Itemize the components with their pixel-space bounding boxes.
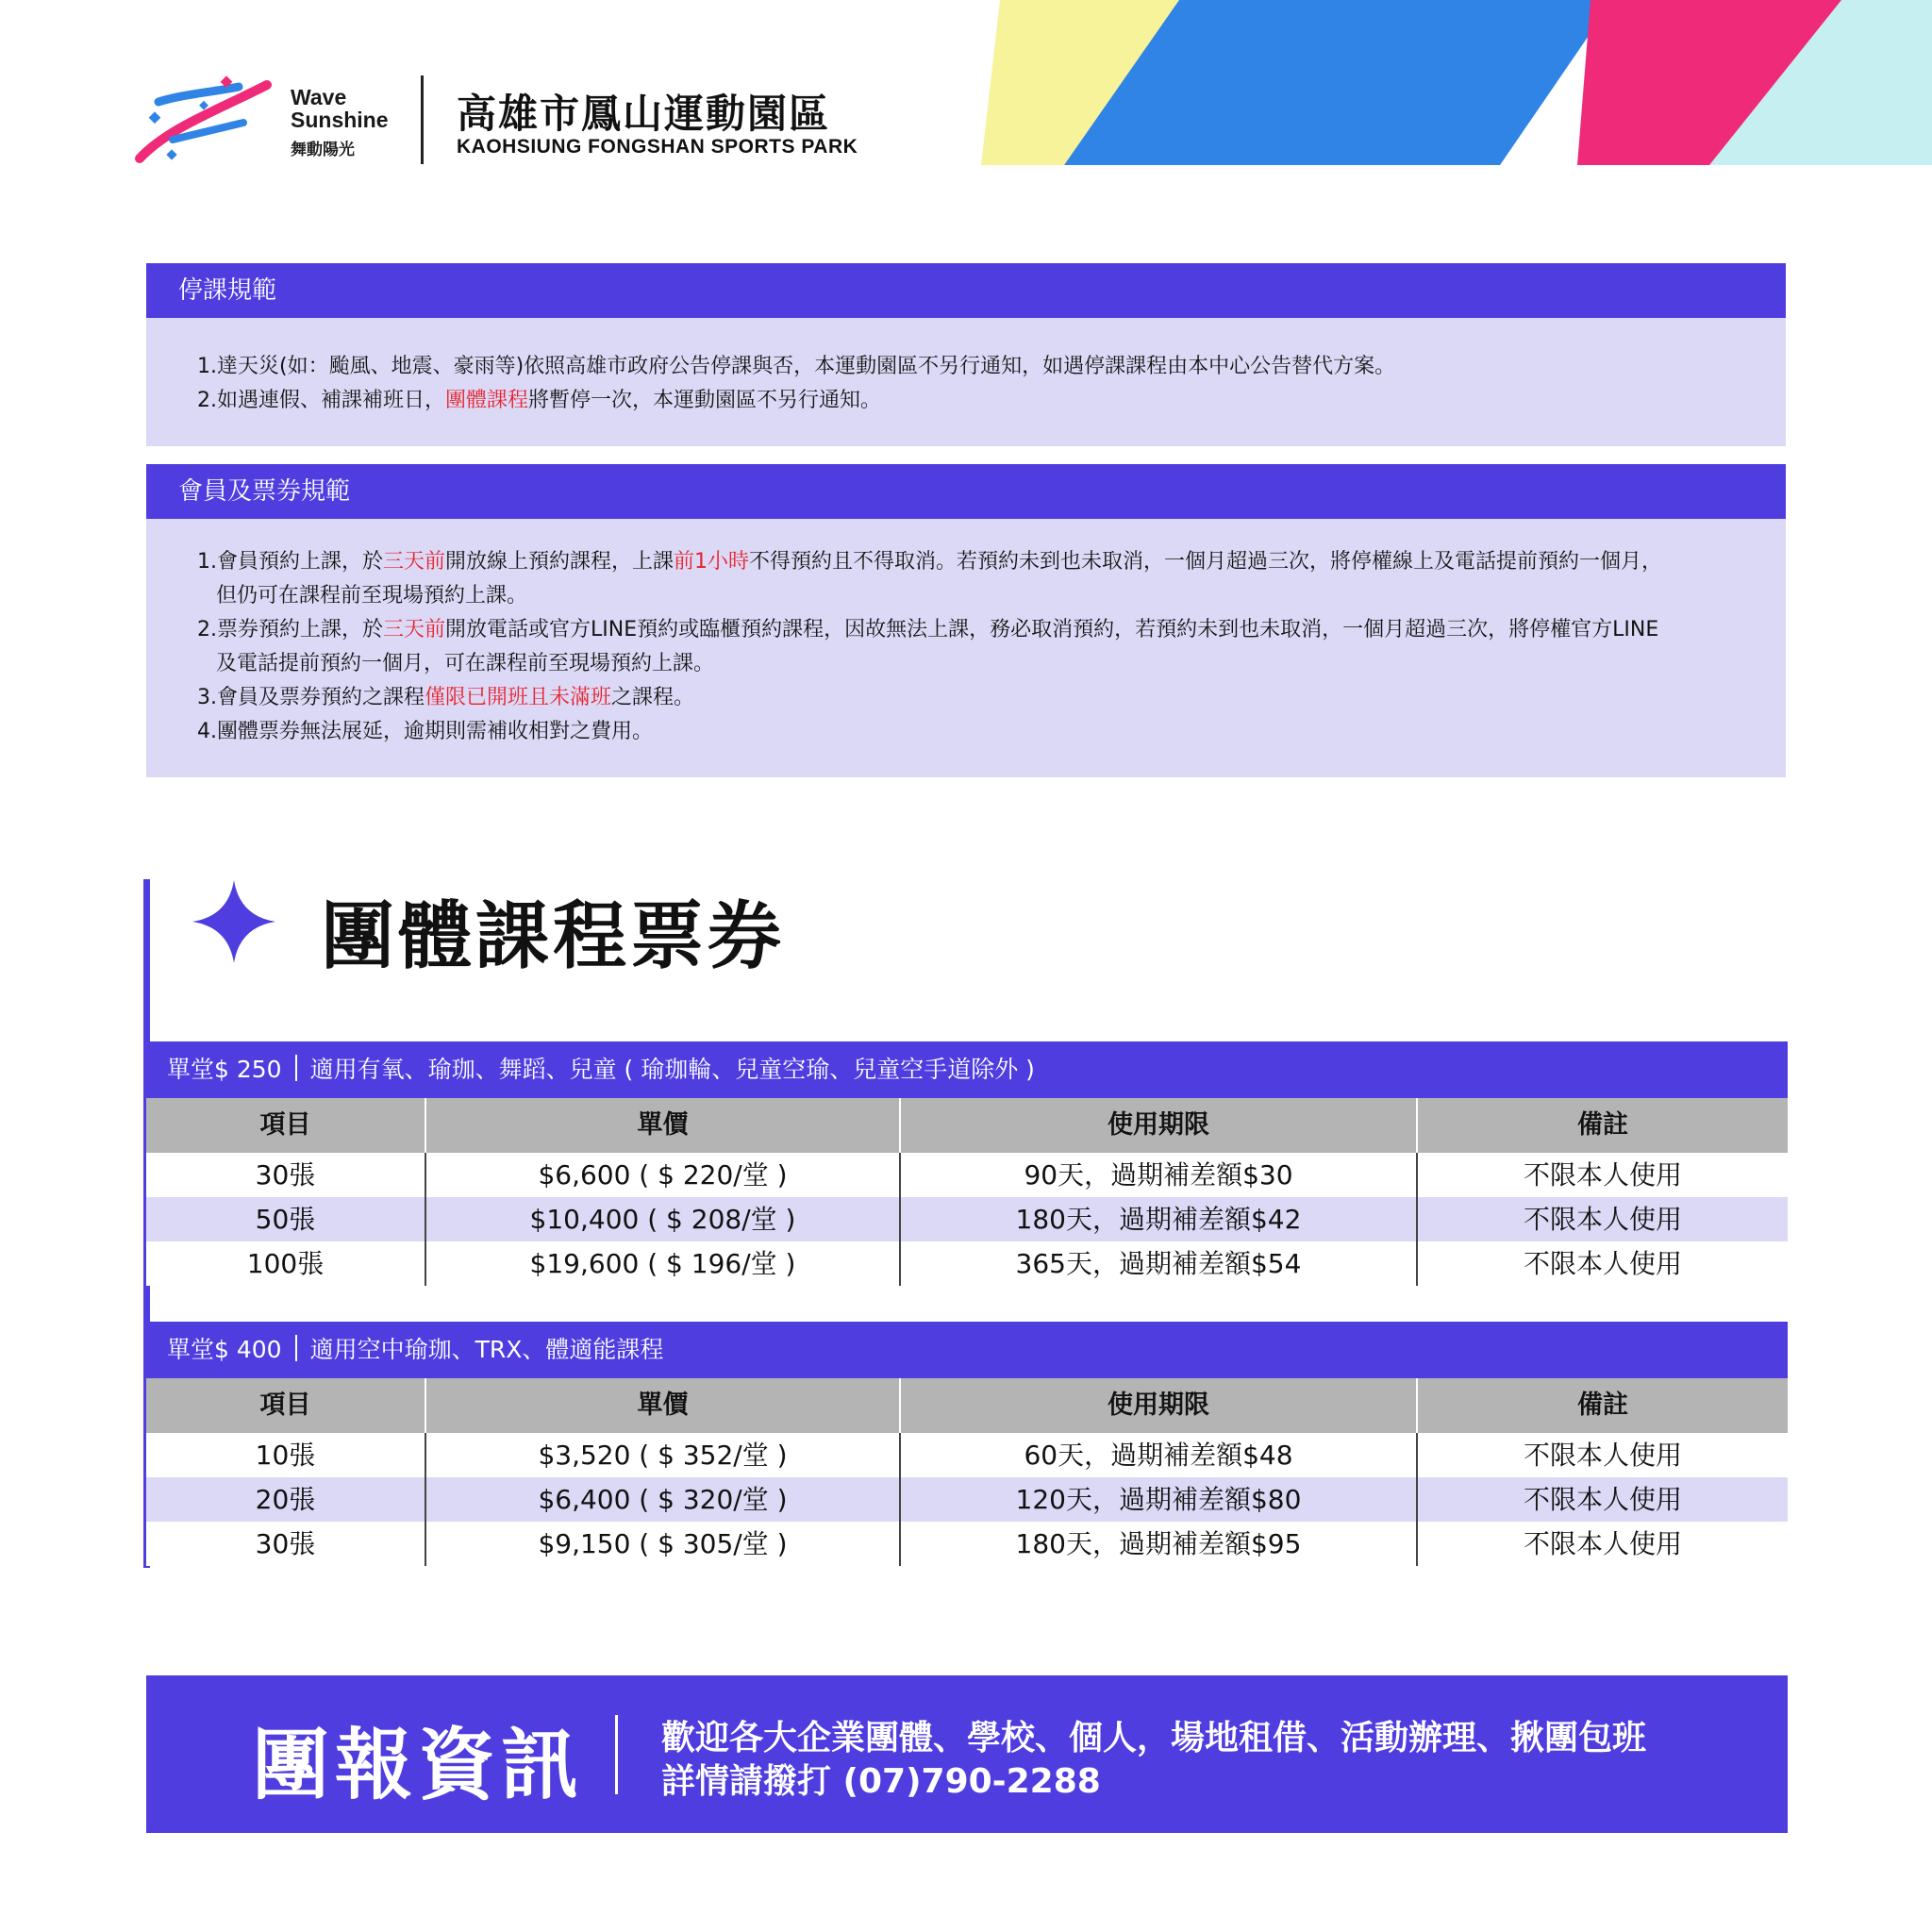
sparkle-diamond-icon [192,880,275,963]
cell-validity: 180天，過期補差額$42 [899,1197,1416,1241]
ticket-table-250 [146,1041,1788,1286]
table-column-headers [146,1098,1788,1153]
rule-1-highlight-1: 三天前 [383,550,446,574]
rule-3-highlight: 僅限已開班且未滿班 [425,686,612,709]
rule-2-highlight: 三天前 [383,618,446,641]
suspension-rule-2-text-a: 2.如遇連假、補課補班日， [197,389,445,412]
cell-price: $6,600 ( $ 220/堂 ) [425,1153,899,1197]
suspension-rule-2-highlight: 團體課程 [445,389,529,412]
footer-divider [615,1715,618,1794]
cell-validity: 90天，過期補差額$30 [899,1153,1416,1197]
suspension-rule-2-text-b: 將暫停一次，本運動園區不另行通知。 [528,389,882,412]
cell-validity: 180天，過期補差額$95 [899,1522,1416,1566]
rule-3-text-a: 3.會員及票券預約之課程 [197,686,425,709]
column-header-validity: 使用期限 [899,1378,1416,1433]
cell-item: 30張 [146,1153,425,1197]
footer-welcome-text: 歡迎各大企業團體、學校、個人，場地租借、活動辦理、揪團包班 [661,1719,1647,1757]
table-price: 單堂$ 250 [167,1056,282,1083]
cell-validity: 365天，過期補差額$54 [899,1241,1416,1286]
ticket-table-400 [146,1322,1788,1566]
table-price: 單堂$ 400 [167,1336,282,1363]
table-header-separator [295,1055,297,1081]
membership-rule-1 [197,545,1739,579]
membership-rule-2 [197,613,1739,647]
rule-2-text-a: 2.票券預約上課，於 [197,618,383,641]
cell-note: 不限本人使用 [1416,1241,1788,1286]
membership-body [146,519,1786,777]
suspension-body [146,318,1786,446]
header-divider [421,75,424,164]
column-header-price: 單價 [425,1098,899,1153]
cell-item: 30張 [146,1522,425,1566]
cell-price: $10,400 ( $ 208/堂 ) [425,1197,899,1241]
table-row [146,1197,1788,1241]
rule-1-text-c: 不得預約且不得取消。若預約未到也未取消，一個月超過三次，將停權線上及電話提前預約一個月， [749,550,1663,574]
cell-note: 不限本人使用 [1416,1153,1788,1197]
column-header-item: 項目 [146,1378,425,1433]
park-name-zh: 高雄市鳳山運動園區 [457,91,831,137]
cell-validity: 120天，過期補差額$80 [899,1477,1416,1522]
rule-1-text-b: 開放線上預約課程，上課 [445,550,675,574]
column-header-price: 單價 [425,1378,899,1433]
table-header-400 [146,1322,1788,1378]
footer-title: 團報資訊 [252,1721,585,1810]
cell-note: 不限本人使用 [1416,1433,1788,1477]
park-name-en: KAOHSIUNG FONGSHAN SPORTS PARK [457,136,858,158]
rule-1-text-a: 1.會員預約上課，於 [197,550,383,574]
table-scope: 適用空中瑜珈、TRX、體適能課程 [309,1336,664,1363]
table-row [146,1241,1788,1286]
wave-sunshine-logo-icon [130,74,272,168]
column-header-item: 項目 [146,1098,425,1153]
cell-note: 不限本人使用 [1416,1477,1788,1522]
table-row [146,1522,1788,1566]
cell-note: 不限本人使用 [1416,1522,1788,1566]
cell-price: $6,400 ( $ 320/堂 ) [425,1477,899,1522]
cell-price: $19,600 ( $ 196/堂 ) [425,1241,899,1286]
cell-item: 10張 [146,1433,425,1477]
suspension-rule-2 [197,384,1739,418]
table-row [146,1477,1788,1522]
cell-item: 20張 [146,1477,425,1522]
membership-rule-2-continued: 及電話提前預約一個月，可在課程前至現場預約上課。 [216,652,715,675]
suspension-rule-1: 1.達天災(如：颱風、地震、豪雨等)依照高雄市政府公告停課與否，本運動園區不另行通知，如遇停課課程由本中心公告替代方案。 [197,355,1396,378]
rule-1-highlight-2: 前1小時 [674,550,750,574]
brand-name-line2: Sunshine [291,108,389,132]
cell-price: $3,520 ( $ 352/堂 ) [425,1433,899,1477]
cell-price: $9,150 ( $ 305/堂 ) [425,1522,899,1566]
suspension-heading: 停課規範 [146,263,1786,318]
table-column-headers [146,1378,1788,1433]
group-booking-banner [146,1675,1788,1833]
table-row [146,1153,1788,1197]
rule-3-text-b: 之課程。 [611,686,695,709]
column-header-validity: 使用期限 [899,1098,1416,1153]
table-header-250 [146,1041,1788,1098]
membership-rule-4: 4.團體票券無法展延，逾期則需補收相對之費用。 [197,720,653,743]
table-scope: 適用有氧、瑜珈、舞蹈、兒童 ( 瑜珈輪、兒童空瑜、兒童空手道除外 ) [309,1056,1035,1083]
membership-rule-1-continued: 但仍可在課程前至現場預約上課。 [216,584,528,608]
column-header-note: 備註 [1416,1098,1788,1153]
membership-heading: 會員及票券規範 [146,464,1786,519]
footer-phone-text: 詳情請撥打 (07)790-2288 [661,1762,1101,1801]
membership-rule-3 [197,681,1739,715]
table-header-separator [295,1335,297,1361]
cell-note: 不限本人使用 [1416,1197,1788,1241]
section-title: 團體課程票券 [321,894,786,979]
cell-item: 100張 [146,1241,425,1286]
column-header-note: 備註 [1416,1378,1788,1433]
cell-item: 50張 [146,1197,425,1241]
rule-2-text-b: 開放電話或官方LINE預約或臨櫃預約課程，因故無法上課，務必取消預約，若預約未到也未取消，一個月超過三次，將停權官方LINE [445,618,1659,641]
cell-validity: 60天，過期補差額$48 [899,1433,1416,1477]
table-row [146,1433,1788,1477]
brand-name-line1: Wave [291,85,347,109]
brand-name-zh: 舞動陽光 [291,141,355,159]
